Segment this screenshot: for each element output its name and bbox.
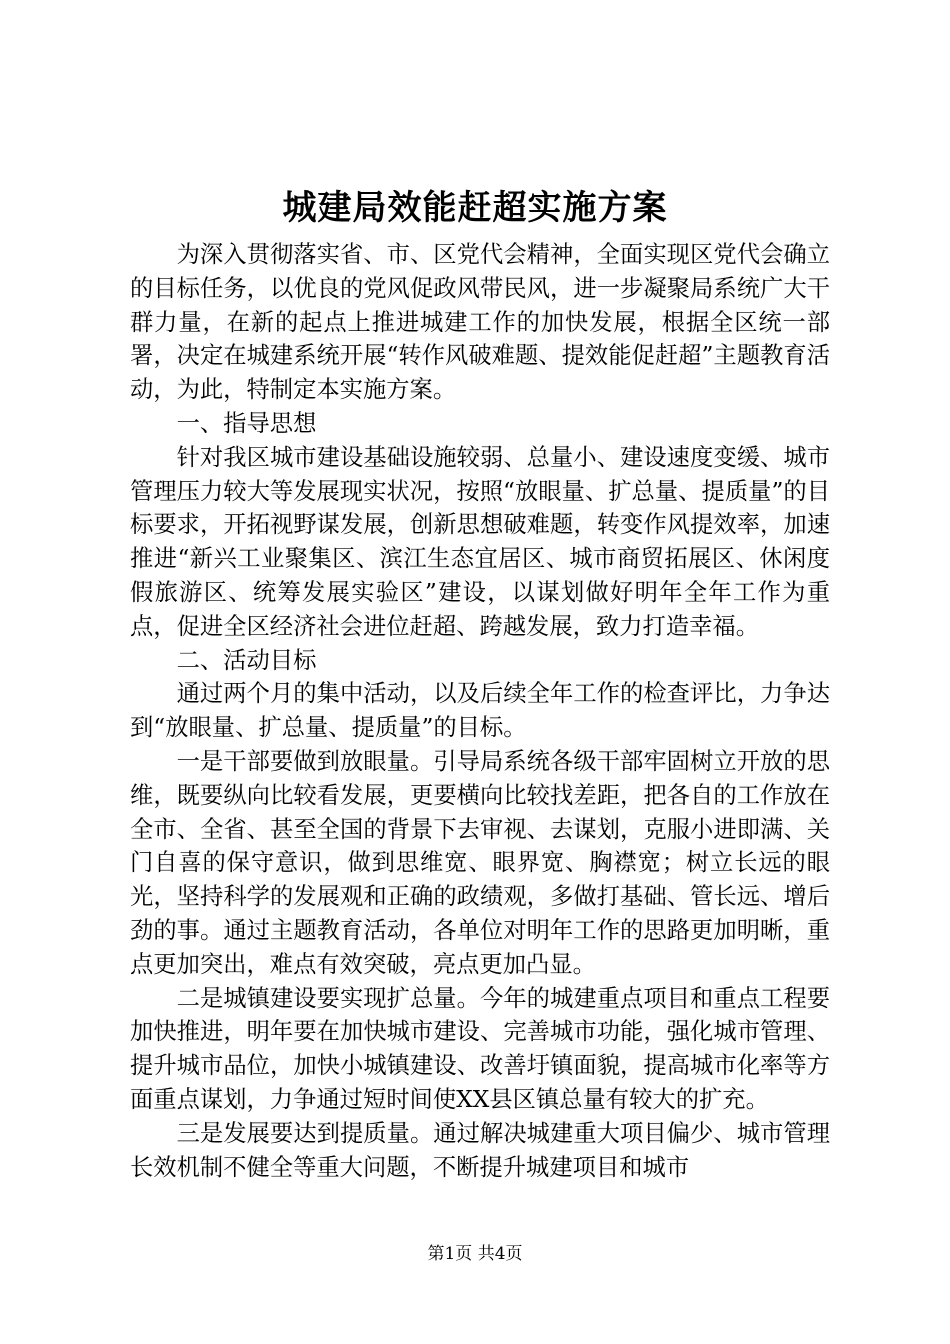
paragraph-goal-two: 二是城镇建设要实现扩总量。今年的城建重点项目和重点工程要加快推进，明年要在加快城市建设、完善城市功能，强化城市管理、提升城市品位，加快小城镇建设、改善圩镇面貌，提高城市化率等方面重点谋划，力争通过短时间使XX县区镇总量有较大的扩充。 (130, 984, 830, 1113)
section-heading-activity-goals: 二、活动目标 (176, 646, 317, 674)
document-title: 城建局效能赶超实施方案 (282, 188, 668, 228)
paragraph-intro: 为深入贯彻落实省、市、区党代会精神，全面实现区党代会确立的目标任务，以优良的党风促政风带民风，进一步凝聚局系统广大干群力量，在新的起点上推进城建工作的加快发展，根据全区统一部署，决定在城建系统开展“转作风破难题、提效能促赶超”主题教育活动，为此，特制定本实施方案。 (130, 241, 830, 404)
paragraph-goals-intro: 通过两个月的集中活动，以及后续全年工作的检查评比，力争达到“放眼量、扩总量、提质量”的目标。 (130, 680, 830, 742)
document-body (130, 238, 830, 1184)
paragraph-guiding-thought: 针对我区城市建设基础设施较弱、总量小、建设速度变缓、城市管理压力较大等发展现实状况，按照“放眼量、扩总量、提质量”的目标要求，开拓视野谋发展，创新思想破难题，转变作风提效率，加速推进“新兴工业聚集区、滨江生态宜居区、城市商贸拓展区、休闲度假旅游区、统筹发展实验区”建设，以谋划做好明年全年工作为重点，促进全区经济社会进位赶超、跨越发展，致力打造幸福。 (130, 443, 830, 640)
paragraph-goal-three: 三是发展要达到提质量。通过解决城建重大项目偏少、城市管理长效机制不健全等重大问题，不断提升城建项目和城市 (130, 1119, 830, 1181)
section-heading-guiding-thought: 一、指导思想 (176, 409, 317, 437)
page-footer: 第1页 共4页 (427, 1244, 523, 1264)
paragraph-goal-one: 一是干部要做到放眼量。引导局系统各级干部牢固树立开放的思维，既要纵向比较看发展，更要横向比较找差距，把各自的工作放在全市、全省、甚至全国的背景下去审视、去谋划，克服小进即满、关门自喜的保守意识，做到思维宽、眼界宽、胸襟宽；树立长远的眼光，坚持科学的发展观和正确的政绩观，多做打基础、管长远、增后劲的事。通过主题教育活动，各单位对明年工作的思路更加明晰，重点更加突出，难点有效突破，亮点更加凸显。 (130, 747, 830, 978)
